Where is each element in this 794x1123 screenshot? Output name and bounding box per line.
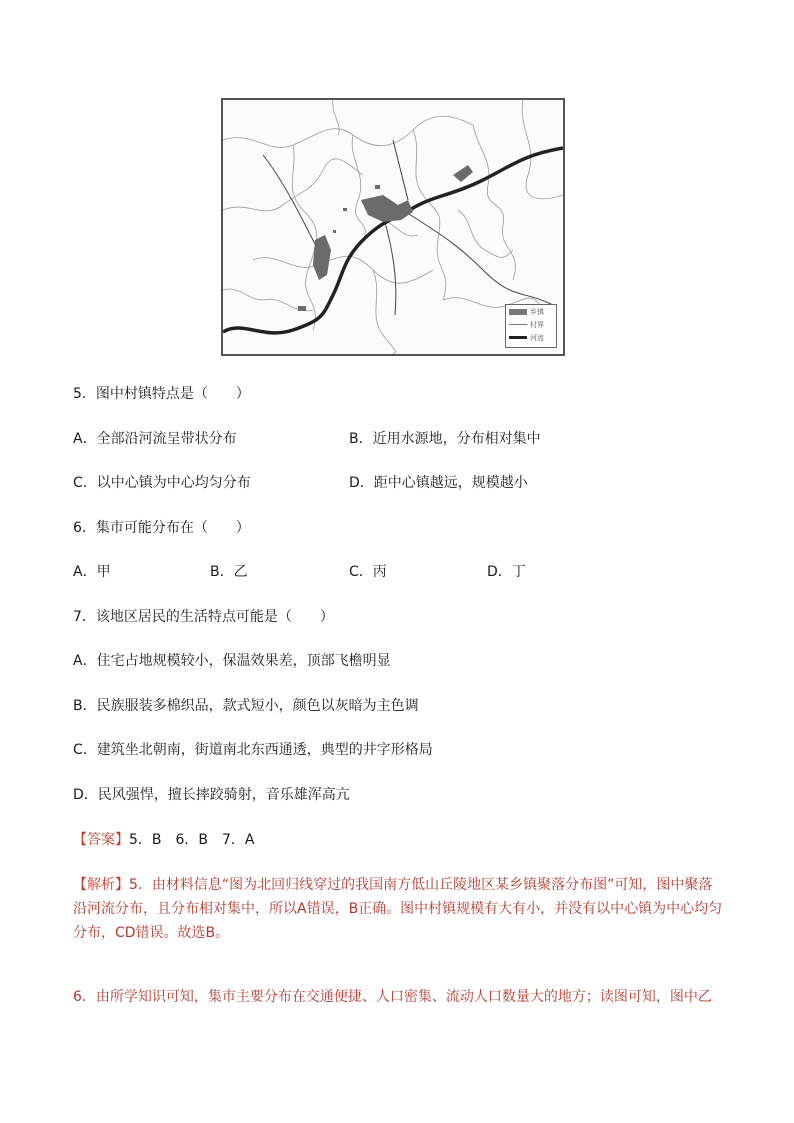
legend-boundary-label: 村界 [530, 320, 544, 329]
q7-option-c: C．建筑坐北朝南，街道南北东西通透，典型的井字形格局 [73, 742, 433, 758]
q7-option-a: A．住宅占地规模较小，保温效果差，顶部飞檐明显 [73, 653, 391, 669]
q6-option-c: C．丙 [349, 564, 387, 580]
town-areas [298, 165, 473, 311]
q5-option-d: D．距中心镇越远，规模越小 [349, 475, 528, 491]
answer-line [73, 830, 255, 850]
legend-town [506, 305, 556, 318]
legend-town-label: 乡镇 [530, 307, 544, 316]
q5-option-c: C．以中心镇为中心均匀分布 [73, 475, 251, 491]
legend-village-boundary [506, 318, 556, 331]
analysis-paragraph-2: 6．由所学知识可知，集市主要分布在交通便捷、人口密集、流动人口数量大的地方；读图可知，图中乙 [73, 989, 712, 1005]
answer-label: 【答案】 [73, 832, 129, 848]
river-symbol-icon [509, 336, 527, 339]
q6-stem: 6．集市可能分布在（ ） [73, 520, 250, 536]
town-symbol-icon [509, 309, 527, 315]
q5-option-b: B．近用水源地，分布相对集中 [349, 431, 541, 447]
map-legend [505, 304, 557, 348]
boundary-symbol-icon [509, 324, 527, 325]
q6-option-b: B．乙 [210, 564, 248, 580]
q7-stem: 7．该地区居民的生活特点可能是（ ） [73, 609, 334, 625]
q5-option-a: A．全部沿河流呈带状分布 [73, 431, 237, 447]
answer-text: 5．B 6．B 7．A [129, 832, 255, 848]
analysis-text-1: 5．由材料信息“图为北回归线穿过的我国南方低山丘陵地区某乡镇聚落分布图”可知，图中聚落沿河流分布，且分布相对集中，所以A错误，B正确。图中村镇规模有大有小，并没有以中心镇为中心均匀分布，CD错误。故选B。 [73, 877, 723, 941]
analysis-label: 【解析】 [73, 877, 129, 893]
settlement-distribution-map [221, 98, 565, 356]
q5-stem: 5．图中村镇特点是（ ） [73, 386, 250, 402]
q6-option-d: D．丁 [487, 564, 526, 580]
legend-river-label: 河流 [530, 333, 544, 342]
analysis-paragraph-1 [73, 873, 723, 945]
q7-option-b: B．民族服装多棉织品，款式短小，颜色以灰暗为主色调 [73, 698, 419, 714]
q6-option-a: A．甲 [73, 564, 111, 580]
q7-option-d: D．民风强悍，擅长摔跤骑射，音乐雄浑高亢 [73, 787, 350, 803]
legend-river [506, 331, 556, 344]
